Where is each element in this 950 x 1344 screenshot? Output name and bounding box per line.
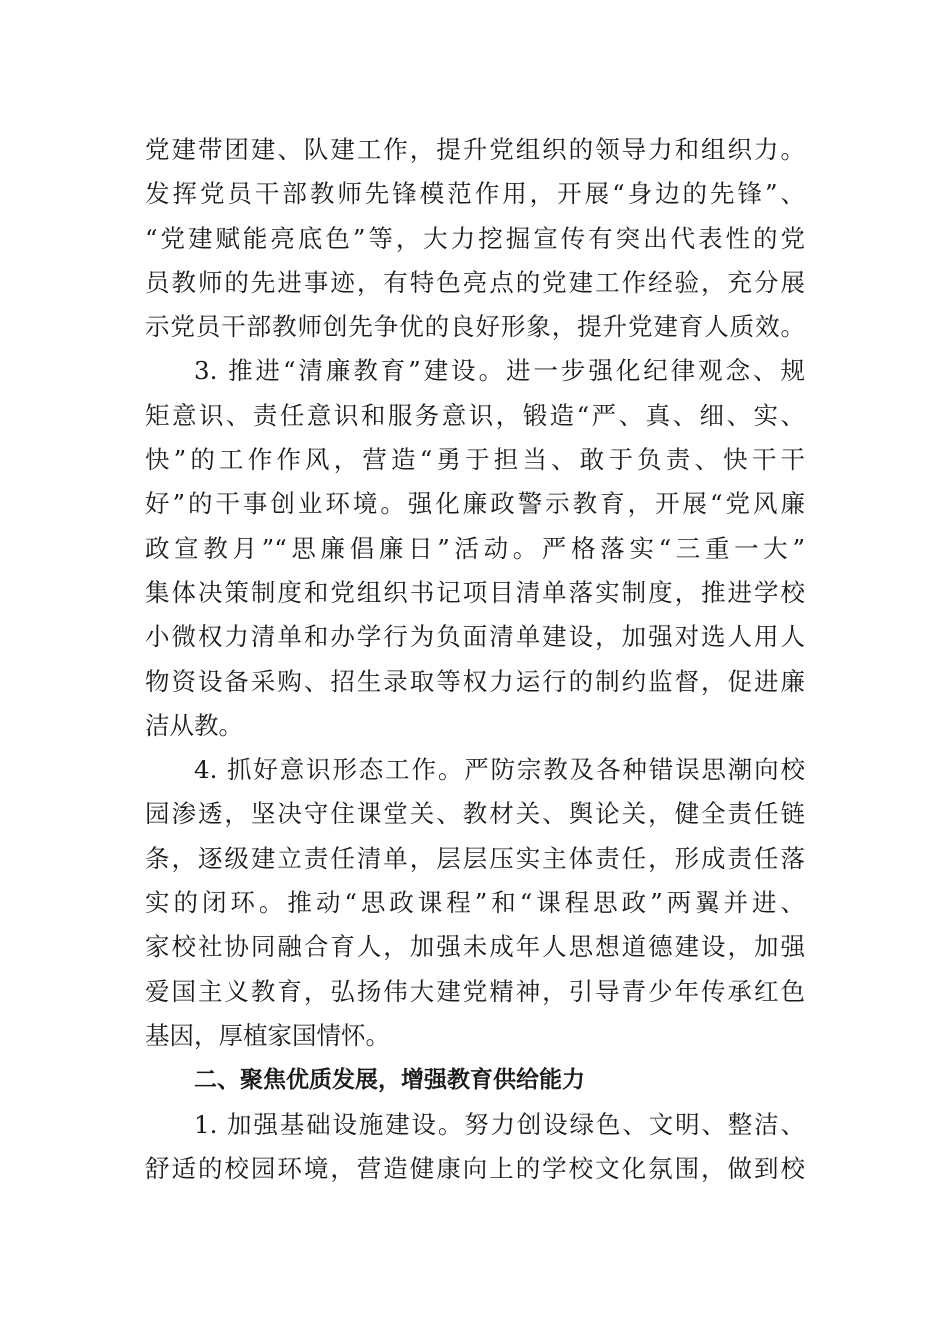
heading-text: 二、聚焦优质发展，增强教育供给能力 [194, 1067, 585, 1094]
text-line: 好”的干事创业环境。强化廉政警示教育，开展“党风廉 [145, 489, 805, 519]
paragraph-party-building-continuation [145, 128, 805, 349]
text-line: 3. 推进“清廉教育”建设。进一步强化纪律观念、规 [194, 356, 805, 386]
section-heading [145, 1058, 805, 1102]
text-line: 实的闭环。推动“思政课程”和“课程思政”两翼并进、 [145, 888, 805, 918]
text-line: 集体决策制度和党组织书记项目清单落实制度，推进学校 [145, 577, 805, 607]
document-page [145, 128, 805, 1191]
text-line: 洁从教。 [145, 710, 243, 740]
text-line: 4. 抓好意识形态工作。严防宗教及各种错误思潮向校 [194, 755, 805, 785]
text-line: 党建带团建、队建工作，提升党组织的领导力和组织力。 [145, 135, 805, 164]
text-line: “党建赋能亮底色”等，大力挖掘宣传有突出代表性的党 [145, 223, 805, 253]
paragraph-infrastructure [145, 1103, 805, 1192]
text-line: 爱国主义教育，弘扬伟大建党精神，引导青少年传承红色 [145, 976, 805, 1006]
paragraph-clean-education [145, 349, 805, 748]
text-line: 快”的工作作风，营造“勇于担当、敢于负责、快干干 [145, 445, 805, 475]
text-line: 1. 加强基础设施建设。努力创设绿色、文明、整洁、 [194, 1109, 805, 1139]
text-line: 物资设备采购、招生录取等权力运行的制约监督，促进廉 [145, 666, 805, 696]
text-line: 舒适的校园环境，营造健康向上的学校文化氛围，做到校 [145, 1153, 805, 1183]
text-line: 示党员干部教师创先争优的良好形象，提升党建育人质效。 [145, 312, 805, 342]
text-line: 矩意识、责任意识和服务意识，锻造“严、真、细、实、 [145, 400, 805, 430]
text-line: 发挥党员干部教师先锋模范作用，开展“身边的先锋”、 [145, 179, 805, 209]
text-line: 基因，厚植家国情怀。 [145, 1020, 390, 1050]
paragraph-ideology-work [145, 748, 805, 1058]
text-line: 政宣教月”“思廉倡廉日”活动。严格落实“三重一大” [145, 533, 805, 563]
text-line: 家校社协同融合育人，加强未成年人思想道德建设，加强 [145, 932, 805, 962]
text-line: 园渗透，坚决守住课堂关、教材关、舆论关，健全责任链 [145, 799, 805, 829]
text-line: 小微权力清单和办学行为负面清单建设，加强对选人用人 [145, 622, 805, 652]
text-line: 条，逐级建立责任清单，层层压实主体责任，形成责任落 [145, 843, 805, 873]
text-line: 员教师的先进事迹，有特色亮点的党建工作经验，充分展 [145, 267, 805, 297]
